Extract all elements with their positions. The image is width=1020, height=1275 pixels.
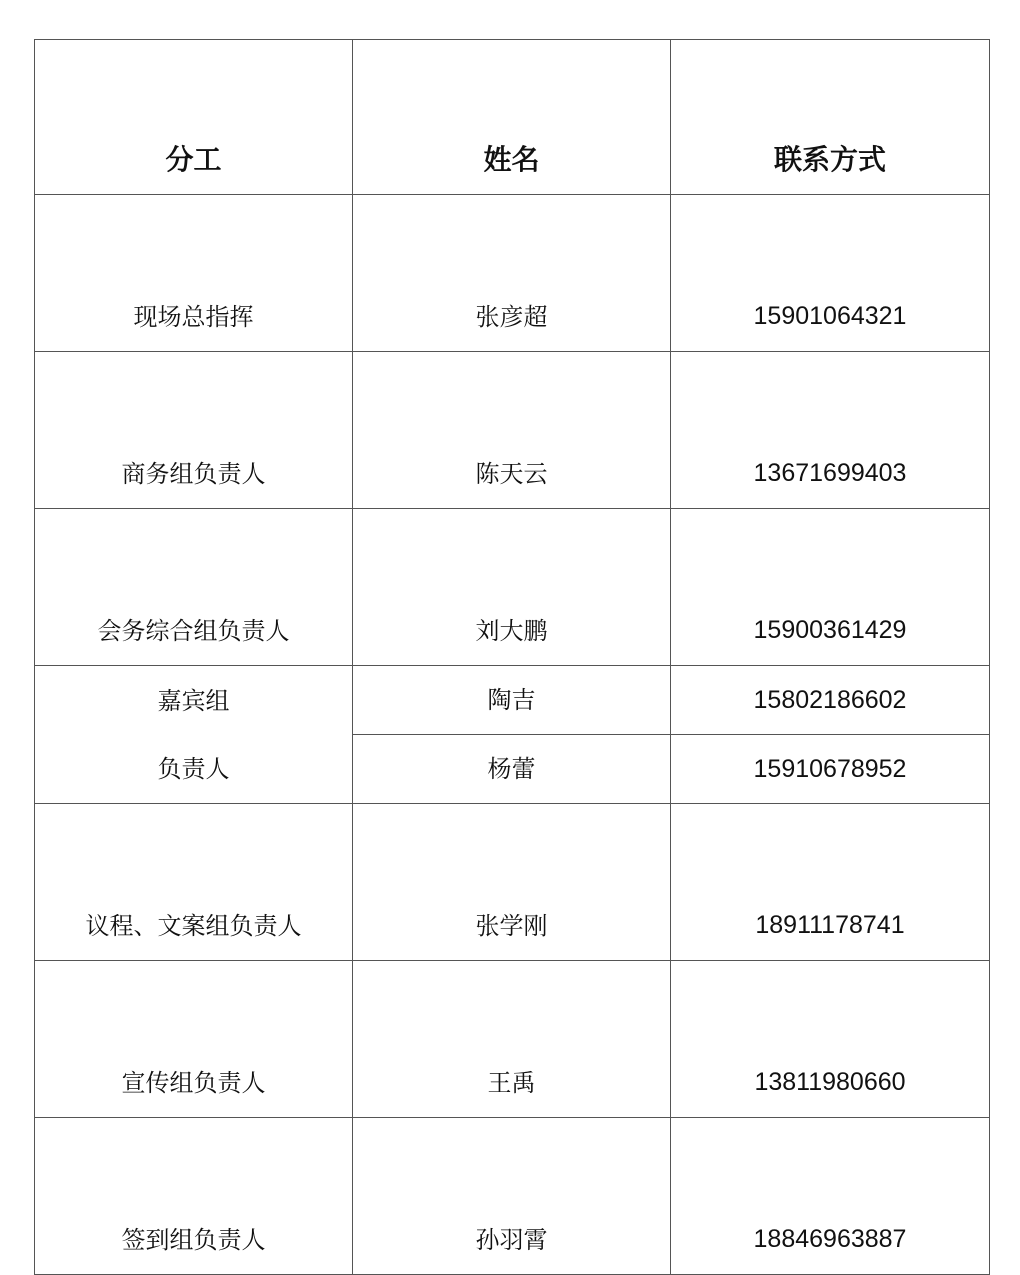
role-cell: 商务组负责人 — [35, 352, 353, 509]
phone-cell: 15901064321 — [671, 195, 990, 352]
header-contact: 联系方式 — [671, 40, 990, 195]
phone-cell: 15900361429 — [671, 509, 990, 666]
role-cell: 议程、文案组负责人 — [35, 804, 353, 961]
header-role: 分工 — [35, 40, 353, 195]
table-row — [35, 509, 990, 666]
name-cell: 刘大鹏 — [353, 509, 671, 666]
guest-group-role-cell — [35, 666, 353, 804]
name-cell: 陈天云 — [353, 352, 671, 509]
name-cell: 张学刚 — [353, 804, 671, 961]
table-row — [35, 804, 990, 961]
phone-cell: 18846963887 — [671, 1118, 990, 1275]
table-header-row — [35, 40, 990, 195]
table-row — [35, 1118, 990, 1275]
name-cell: 杨蕾 — [353, 735, 671, 804]
table-row — [35, 195, 990, 352]
role-cell: 签到组负责人 — [35, 1118, 353, 1275]
table-row — [35, 352, 990, 509]
role-cell: 会务综合组负责人 — [35, 509, 353, 666]
name-cell: 孙羽霄 — [353, 1118, 671, 1275]
phone-cell: 13811980660 — [671, 961, 990, 1118]
phone-cell: 15910678952 — [671, 735, 990, 804]
name-cell: 张彦超 — [353, 195, 671, 352]
name-cell: 陶吉 — [353, 666, 671, 735]
table-row — [35, 961, 990, 1118]
phone-cell: 18911178741 — [671, 804, 990, 961]
contact-table — [34, 39, 990, 1275]
role-cell: 宣传组负责人 — [35, 961, 353, 1118]
guest-group-role-line2: 负责人 — [157, 754, 230, 783]
name-cell: 王禹 — [353, 961, 671, 1118]
table-row — [35, 666, 990, 735]
phone-cell: 15802186602 — [671, 666, 990, 735]
guest-group-role-line1: 嘉宾组 — [157, 686, 230, 715]
role-cell: 现场总指挥 — [35, 195, 353, 352]
header-name: 姓名 — [353, 40, 671, 195]
phone-cell: 13671699403 — [671, 352, 990, 509]
